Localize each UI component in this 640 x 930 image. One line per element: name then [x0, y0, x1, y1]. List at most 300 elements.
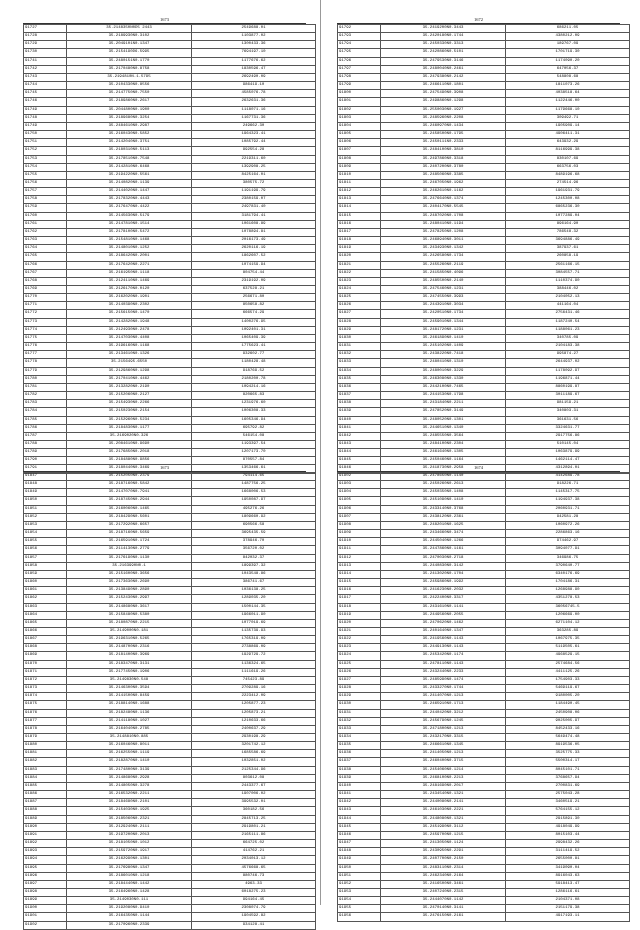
value-cell: 1111619.26 — [192, 668, 316, 676]
code-cell: 35.2176470N0.4422 — [67, 204, 192, 212]
code-cell: 35.2160430N0.5852 — [67, 131, 192, 139]
code-cell: 35.2142810N0.6468 — [67, 163, 192, 171]
value-cell: 3084557.71 — [506, 269, 630, 277]
row-id-cell: 91889 — [24, 815, 67, 823]
table-row — [24, 408, 316, 416]
table-row — [338, 106, 630, 114]
data-table — [337, 24, 630, 474]
row-id-cell: 91770 — [24, 294, 67, 302]
row-id-cell: 91856 — [24, 546, 67, 554]
code-cell: 35.2462610N0.1162 — [381, 188, 506, 196]
table-row — [338, 326, 630, 334]
row-id-cell: 91928 — [338, 685, 381, 693]
row-id-cell: 91902 — [338, 473, 381, 481]
data-table — [337, 472, 630, 922]
table-row — [338, 774, 630, 782]
code-cell: 35.2478250N0.1208 — [381, 228, 506, 236]
table-row — [24, 114, 316, 122]
row-id-cell: 91861 — [24, 587, 67, 595]
table-row — [24, 636, 316, 644]
table-row — [338, 139, 630, 147]
row-id-cell: 91871 — [24, 668, 67, 676]
code-cell: 35.2164350N0.1144 — [67, 913, 192, 921]
table-row — [338, 497, 630, 505]
table-row — [338, 57, 630, 65]
code-cell: 35.2049101N0.1347 — [67, 41, 192, 49]
code-cell: 35.2196310N0.5265 — [67, 636, 192, 644]
table-row — [338, 742, 630, 750]
code-cell: 35.2158480N0.5380 — [67, 611, 192, 619]
table-row — [24, 261, 316, 269]
row-id-cell: 91775 — [24, 334, 67, 342]
code-cell: 35.2440830N0.3142 — [381, 562, 506, 570]
row-id-cell: 91812 — [338, 188, 381, 196]
value-cell: 637528.21 — [192, 286, 316, 294]
value-cell: 803612.08 — [192, 774, 316, 782]
table-row — [24, 326, 316, 334]
code-cell: 35.2480151N0.1770 — [67, 57, 192, 65]
value-cell: 2034013.12 — [192, 856, 316, 864]
panel-heading: 1674 — [337, 464, 620, 472]
table-row — [338, 676, 630, 684]
row-id-cell: 91773 — [24, 318, 67, 326]
value-cell: 2998432.26 — [506, 840, 630, 848]
table-row — [24, 872, 316, 880]
row-id-cell: 91809 — [338, 163, 381, 171]
table-row — [338, 269, 630, 277]
row-id-cell: 91777 — [24, 351, 67, 359]
code-cell: 35.2419560N0.1143 — [381, 636, 506, 644]
table-row — [24, 758, 316, 766]
code-cell: 35.2186010N0.1218 — [67, 872, 192, 880]
value-cell: 340785.09 — [506, 334, 630, 342]
value-cell: 4585076.78 — [192, 90, 316, 98]
row-id-cell: 91759 — [24, 204, 67, 212]
code-cell: 35.2467050N0.1962 — [381, 179, 506, 187]
row-id-cell: 91873 — [24, 685, 67, 693]
value-cell: 1205873.21 — [192, 709, 316, 717]
table-row — [24, 383, 316, 391]
table-row — [338, 253, 630, 261]
table-row — [338, 709, 630, 717]
table-row — [24, 701, 316, 709]
table-row — [24, 228, 316, 236]
table-row — [24, 570, 316, 578]
row-id-cell: 91860 — [24, 579, 67, 587]
value-cell: 1103877.02 — [192, 33, 316, 41]
table-row — [24, 367, 316, 375]
row-id-cell: 91751 — [24, 139, 67, 147]
table-row — [338, 122, 630, 130]
value-cell: 1961931.79 — [506, 188, 630, 196]
code-cell: 35.2430950N0.2291 — [381, 848, 506, 856]
table-row — [24, 774, 316, 782]
value-cell: 4968529.15 — [506, 652, 630, 660]
value-cell: 510145.04 — [506, 440, 630, 448]
row-id-cell: 91908 — [338, 521, 381, 529]
value-cell: 5500314.17 — [506, 758, 630, 766]
table-row — [338, 440, 630, 448]
value-cell: 2016173.49 — [192, 237, 316, 245]
row-id-cell: 91765 — [24, 253, 67, 261]
row-id-cell: 91746 — [24, 98, 67, 106]
row-id-cell: 91815 — [338, 212, 381, 220]
value-cell: 548808.68 — [506, 73, 630, 81]
row-id-cell: 91833 — [338, 359, 381, 367]
table-row — [338, 163, 630, 171]
row-id-cell: 91748 — [24, 114, 67, 122]
code-cell: 35.2497860N0.3318 — [381, 155, 506, 163]
value-cell: 1065409.39 — [192, 334, 316, 342]
code-cell: 35.2465910N0.1713 — [381, 701, 506, 709]
value-cell: 994164.45 — [192, 897, 316, 905]
row-id-cell: 91933 — [338, 725, 381, 733]
code-cell: 35.2044800N0.1900 — [67, 106, 192, 114]
code-cell: 35.2172920N0.6657 — [67, 521, 192, 529]
value-cell: 3768657.94 — [506, 774, 630, 782]
code-cell: 35.2460970N0.1434 — [381, 122, 506, 130]
value-cell: 1060972.26 — [506, 521, 630, 529]
code-cell: 35.2450111N0.2333 — [381, 139, 506, 147]
table-panel-top-left — [23, 16, 306, 474]
table-row — [338, 367, 630, 375]
value-cell: 2223412.09 — [192, 693, 316, 701]
row-id-cell: 91757 — [24, 188, 67, 196]
row-id-cell: 91750 — [24, 131, 67, 139]
row-id-cell: 91880 — [24, 742, 67, 750]
value-cell: 1187240.54 — [506, 318, 630, 326]
value-cell: 1184490.45 — [506, 701, 630, 709]
table-row — [24, 521, 316, 529]
value-cell: 4312894.01 — [506, 465, 630, 473]
value-cell: 340803.31 — [506, 408, 630, 416]
table-row — [24, 587, 316, 595]
value-cell: 1077019.69 — [192, 619, 316, 627]
table-row — [24, 562, 316, 570]
table-row — [24, 49, 316, 57]
table-row — [24, 489, 316, 497]
table-row — [338, 693, 630, 701]
code-cell: 35.2407240N0.2315 — [381, 888, 506, 896]
table-row — [338, 286, 630, 294]
code-cell: 35.2483110N0.2314 — [381, 864, 506, 872]
value-cell: 8452433.16 — [506, 725, 630, 733]
value-cell: 387937.61 — [506, 245, 630, 253]
value-cell: 842032.37 — [192, 554, 316, 562]
row-id-cell: 91885 — [24, 782, 67, 790]
value-cell: 850658.82 — [192, 302, 316, 310]
value-cell: 2151179.38 — [506, 905, 630, 913]
table-row — [24, 595, 316, 603]
row-id-cell: 91901 — [24, 913, 67, 921]
code-cell: 35.2466110N0.1801 — [381, 82, 506, 90]
value-cell: 1392908.25 — [192, 163, 316, 171]
code-cell: 35.2451020N0.1409 — [381, 343, 506, 351]
value-cell: 3694886.49 — [506, 237, 630, 245]
value-cell: 2497831.40 — [192, 204, 316, 212]
value-cell: 690566.58 — [192, 521, 316, 529]
row-id-cell: 91866 — [24, 627, 67, 635]
table-row — [24, 668, 316, 676]
code-cell: 35.2484100N0.3810 — [381, 147, 506, 155]
code-cell: 35.2478650N0.1140 — [381, 473, 506, 481]
table-row — [338, 848, 630, 856]
value-cell: 1964323.41 — [192, 131, 316, 139]
table-row — [24, 611, 316, 619]
table-row — [24, 921, 316, 929]
code-cell: 35.2485550N0.3564 — [381, 432, 506, 440]
code-cell: 35.2478110N0.1143 — [381, 660, 506, 668]
row-id-cell: 91952 — [338, 880, 381, 888]
row-id-cell: 91886 — [24, 791, 67, 799]
code-cell: 35.2442100N0.7465 — [381, 383, 506, 391]
row-id-cell: 91772 — [24, 310, 67, 318]
value-cell: 1775623.41 — [192, 343, 316, 351]
value-cell: 356720.02 — [192, 546, 316, 554]
value-cell: 4411125.26 — [506, 668, 630, 676]
code-cell: 35.2440080N0.2141 — [381, 799, 506, 807]
code-cell: 35.2449560N0.2055 — [381, 611, 506, 619]
row-id-cell: 91918 — [338, 603, 381, 611]
value-cell: 2574684.56 — [506, 660, 630, 668]
code-cell: 35.2142820N0.1948 — [67, 318, 192, 326]
code-cell: 35.2178510N0.7548 — [67, 155, 192, 163]
value-cell: 1174090.20 — [506, 57, 630, 65]
table-row — [24, 905, 316, 913]
code-cell: 35.2154810N0.1468 — [67, 237, 192, 245]
table-row — [24, 277, 316, 285]
table-row — [24, 791, 316, 799]
code-cell: 35.2443910N0.3034 — [381, 302, 506, 310]
table-row — [24, 400, 316, 408]
table-row — [338, 717, 630, 725]
table-row — [24, 302, 316, 310]
code-cell: 35.2422400N0.3317 — [381, 595, 506, 603]
code-cell: 35.2460400N0.3715 — [381, 758, 506, 766]
value-cell: 6271104.12 — [506, 619, 630, 627]
value-cell: 1231976.60 — [192, 400, 316, 408]
table-row — [338, 897, 630, 905]
code-cell: 35.2147810N0.1514 — [67, 220, 192, 228]
code-cell: 35.2140820N0.1139 — [67, 179, 192, 187]
row-id-cell: 91935 — [338, 742, 381, 750]
row-id-cell: 91954 — [338, 897, 381, 905]
value-cell: 3094077.91 — [506, 546, 630, 554]
code-cell: 35.2183470N0.3131 — [67, 660, 192, 668]
value-cell: 1400276.95 — [192, 318, 316, 326]
table-row — [24, 424, 316, 432]
value-cell: 2632631.36 — [192, 98, 316, 106]
row-id-cell: 91807 — [338, 147, 381, 155]
row-id-cell: 91793 — [338, 33, 381, 41]
value-cell: 794114.65 — [192, 473, 316, 481]
table-row — [24, 196, 316, 204]
row-id-cell: 91822 — [338, 269, 381, 277]
value-cell: 695792.82 — [192, 424, 316, 432]
table-row — [338, 261, 630, 269]
table-row — [338, 880, 630, 888]
value-cell: 5119505.61 — [506, 644, 630, 652]
value-cell: 2125344.96 — [192, 766, 316, 774]
value-cell: 1110374.90 — [506, 277, 630, 285]
value-cell: 1188061.23 — [506, 326, 630, 334]
value-cell: 2709289.16 — [192, 685, 316, 693]
table-row — [24, 416, 316, 424]
value-cell: 918769.52 — [192, 367, 316, 375]
code-cell: 35.2418730N0.2958 — [381, 465, 506, 473]
value-cell: 1206669.00 — [506, 611, 630, 619]
row-id-cell: 91904 — [338, 489, 381, 497]
row-id-cell: 91879 — [24, 734, 67, 742]
code-cell: 35.2407700N0.2150 — [381, 856, 506, 864]
value-cell: 2319192.09 — [192, 277, 316, 285]
value-cell: 386741.67 — [192, 579, 316, 587]
row-id-cell: 91743 — [24, 73, 67, 81]
table-row — [24, 660, 316, 668]
code-cell: 35.2148680N0.3617 — [67, 603, 192, 611]
table-row — [338, 473, 630, 481]
row-id-cell: 91955 — [338, 905, 381, 913]
value-cell: 1809660.92 — [192, 513, 316, 521]
code-cell: 35.2148350N0D5 2443 — [67, 25, 192, 33]
value-cell: 4918049.99 — [506, 823, 630, 831]
table-row — [338, 432, 630, 440]
value-cell: 1196871.44 — [506, 375, 630, 383]
code-cell: 35.2144020N0.1447 — [67, 188, 192, 196]
row-id-cell: 91779 — [24, 367, 67, 375]
value-cell: 388446.02 — [506, 286, 630, 294]
row-id-cell: 91834 — [338, 367, 381, 375]
row-id-cell: 91905 — [338, 497, 381, 505]
code-cell: 35.2152050N0.2379 — [67, 473, 192, 481]
row-id-cell: 91910 — [338, 538, 381, 546]
code-cell: 35.2164960N0.1428 — [67, 888, 192, 896]
code-cell: 35.2178320N0.4443 — [67, 196, 192, 204]
row-id-cell: 91953 — [338, 888, 381, 896]
row-id-cell: 91821 — [338, 261, 381, 269]
table-row — [338, 587, 630, 595]
value-cell: 986419.10 — [192, 82, 316, 90]
value-cell: 1811073.26 — [506, 82, 630, 90]
row-id-cell: 91752 — [24, 147, 67, 155]
value-cell: 380575.72 — [192, 179, 316, 187]
code-cell: 35.2161950N0.1118 — [67, 269, 192, 277]
code-cell: 35.2550030N0.1927 — [381, 106, 506, 114]
code-cell: 35.2450460N0.1164 — [381, 457, 506, 465]
row-id-cell: 91912 — [338, 554, 381, 562]
value-cell: 36056745.5 — [506, 603, 630, 611]
row-id-cell: 91771 — [24, 302, 67, 310]
value-cell: 1899397.32 — [192, 562, 316, 570]
table-row — [24, 750, 316, 758]
code-cell: 35.2169020N0.326 — [67, 432, 192, 440]
row-id-cell: 91818 — [338, 237, 381, 245]
value-cell: 1167731.36 — [192, 114, 316, 122]
row-id-cell: 91800 — [338, 90, 381, 98]
table-row — [338, 611, 630, 619]
code-cell: 35.2148050N0.3278 — [67, 782, 192, 790]
row-id-cell: 91824 — [338, 286, 381, 294]
value-cell: 1830596.47 — [192, 65, 316, 73]
code-cell: 35.2138490N0.2890 — [67, 587, 192, 595]
value-cell: 3695435.59 — [192, 530, 316, 538]
value-cell: 5764155.12 — [506, 807, 630, 815]
table-row — [24, 245, 316, 253]
value-cell: 1193397.54 — [192, 440, 316, 448]
value-cell: 1668006.53 — [192, 489, 316, 497]
code-cell: 35.2170480N0.8758 — [67, 65, 192, 73]
table-row — [24, 73, 316, 81]
row-id-cell: 91825 — [338, 294, 381, 302]
code-cell: 35.2484610N0.2987 — [67, 122, 192, 130]
row-id-cell: 91890 — [24, 823, 67, 831]
table-row — [24, 359, 316, 367]
value-cell: 8045101.71 — [506, 766, 630, 774]
code-cell: 35.2176980N0.1347 — [67, 864, 192, 872]
table-row — [24, 799, 316, 807]
row-id-cell: 91924 — [338, 652, 381, 660]
table-row — [338, 872, 630, 880]
row-id-cell: 91947 — [338, 840, 381, 848]
value-cell: 1145317.75 — [506, 489, 630, 497]
row-id-cell: 91874 — [24, 693, 67, 701]
table-row — [24, 840, 316, 848]
row-id-cell: 91784 — [24, 408, 67, 416]
row-id-cell: 91945 — [338, 823, 381, 831]
row-id-cell: 91831 — [338, 343, 381, 351]
table-panel-top-right — [337, 16, 620, 474]
code-cell: 35.2185060N0.2321 — [67, 815, 192, 823]
value-cell: 1907006.02 — [192, 791, 316, 799]
value-cell: 745423.89 — [192, 676, 316, 684]
code-cell: 35.2189930N0.3102 — [67, 33, 192, 41]
row-id-cell: 91845 — [338, 457, 381, 465]
row-id-cell: 91875 — [24, 701, 67, 709]
row-id-cell: 91859 — [24, 570, 67, 578]
value-cell: 1300433.36 — [192, 41, 316, 49]
value-cell: 1067975.35 — [506, 636, 630, 644]
row-id-cell: 91900 — [24, 905, 67, 913]
table-row — [338, 685, 630, 693]
value-cell: 3995532.01 — [192, 799, 316, 807]
value-cell: 830107.69 — [506, 155, 630, 163]
row-id-cell: 91869 — [24, 652, 67, 660]
row-id-cell: 91805 — [338, 131, 381, 139]
row-id-cell: 91862 — [24, 595, 67, 603]
code-cell: 35.2148700N0.2316 — [67, 644, 192, 652]
value-cell: 4142689.78 — [506, 473, 630, 481]
value-cell: 2738869.09 — [192, 644, 316, 652]
code-cell: 35.2455260N0.2119 — [381, 261, 506, 269]
value-cell: 3181794.41 — [192, 212, 316, 220]
row-id-cell: 91817 — [338, 228, 381, 236]
code-cell: 35.2432440N0.2233 — [381, 668, 506, 676]
row-id-cell: 91754 — [24, 163, 67, 171]
value-cell: 1207173.70 — [192, 449, 316, 457]
value-cell: 1905909.14 — [506, 122, 630, 130]
table-row — [338, 489, 630, 497]
row-id-cell: 91921 — [338, 627, 381, 635]
code-cell: 35.2124930N0.2478 — [67, 326, 192, 334]
code-cell: 35.2184880N0.9856 — [67, 457, 192, 465]
table-row — [338, 619, 630, 627]
code-cell: 35.2487020N0.1708 — [381, 212, 506, 220]
code-cell: 35.2474550N0.3993 — [381, 294, 506, 302]
code-cell: 35.2184290N0.5601 — [67, 513, 192, 521]
table-row — [338, 513, 630, 521]
row-id-cell: 91927 — [338, 676, 381, 684]
table-row — [338, 530, 630, 538]
